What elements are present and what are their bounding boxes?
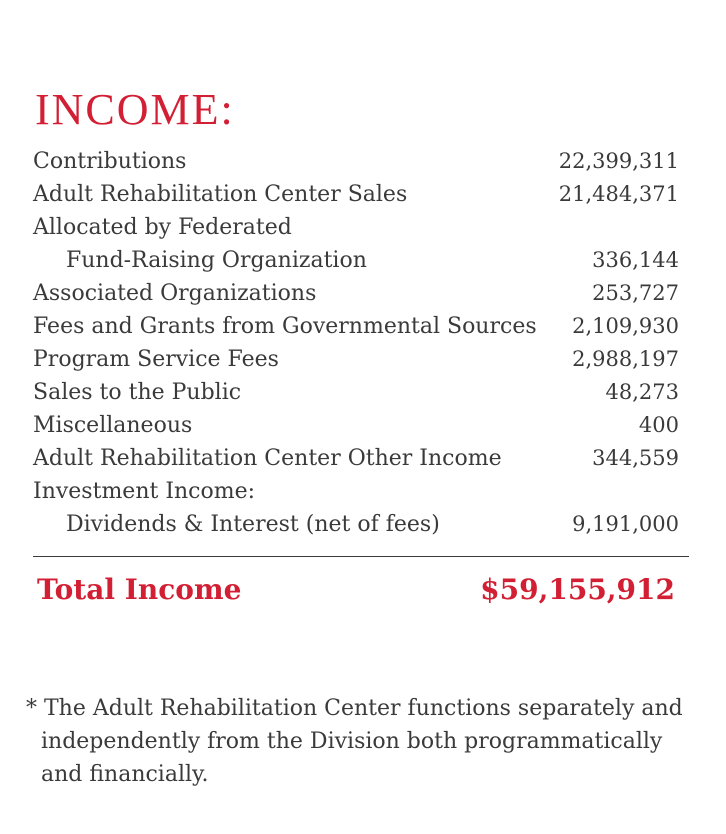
row-label: Contributions xyxy=(33,149,187,174)
row-amount: 22,399,311 xyxy=(558,149,679,173)
total-label: Total Income xyxy=(37,573,242,606)
income-row-governmental xyxy=(33,310,679,343)
income-row-investment-header xyxy=(33,475,679,508)
income-row-arc-sales xyxy=(33,178,679,211)
income-row-allocated-header xyxy=(33,211,679,244)
row-amount: 9,191,000 xyxy=(572,512,679,536)
row-amount: 2,109,930 xyxy=(572,314,679,338)
row-label: Investment Income: xyxy=(33,479,256,504)
income-row-program-fees xyxy=(33,343,679,376)
total-income-row xyxy=(37,570,675,610)
row-label: Associated Organizations xyxy=(33,281,317,306)
row-amount: 336,144 xyxy=(592,248,679,272)
row-amount: 253,727 xyxy=(592,281,679,305)
row-amount: 21,484,371 xyxy=(558,182,679,206)
row-label: Adult Rehabilitation Center Other Income xyxy=(33,446,502,471)
row-amount: 2,988,197 xyxy=(572,347,679,371)
income-row-dividends xyxy=(33,508,679,541)
income-row-associated-orgs xyxy=(33,277,679,310)
row-amount: 48,273 xyxy=(605,380,679,404)
row-amount: 400 xyxy=(638,413,679,437)
income-row-public-sales xyxy=(33,376,679,409)
row-label: Program Service Fees xyxy=(33,347,279,372)
income-heading: INCOME: xyxy=(35,85,235,134)
income-row-contributions xyxy=(33,145,679,178)
row-label: Sales to the Public xyxy=(33,380,242,405)
row-label: Miscellaneous xyxy=(33,413,193,438)
footnote: * The Adult Rehabilitation Center functions separately and independently from the Division both programmatically and financially. xyxy=(26,696,683,787)
row-label: Fees and Grants from Governmental Sources xyxy=(33,314,537,339)
total-divider xyxy=(33,556,689,557)
income-row-arc-other xyxy=(33,442,679,475)
row-amount: 344,559 xyxy=(592,446,679,470)
row-label: Adult Rehabilitation Center Sales xyxy=(33,182,408,207)
row-label: Dividends & Interest (net of fees) xyxy=(66,512,440,537)
income-row-miscellaneous xyxy=(33,409,679,442)
total-amount: $59,155,912 xyxy=(480,573,675,606)
row-label: Allocated by Federated xyxy=(33,215,292,240)
income-row-fund-raising xyxy=(33,244,679,277)
row-label: Fund-Raising Organization xyxy=(66,248,367,273)
income-table xyxy=(33,145,679,541)
